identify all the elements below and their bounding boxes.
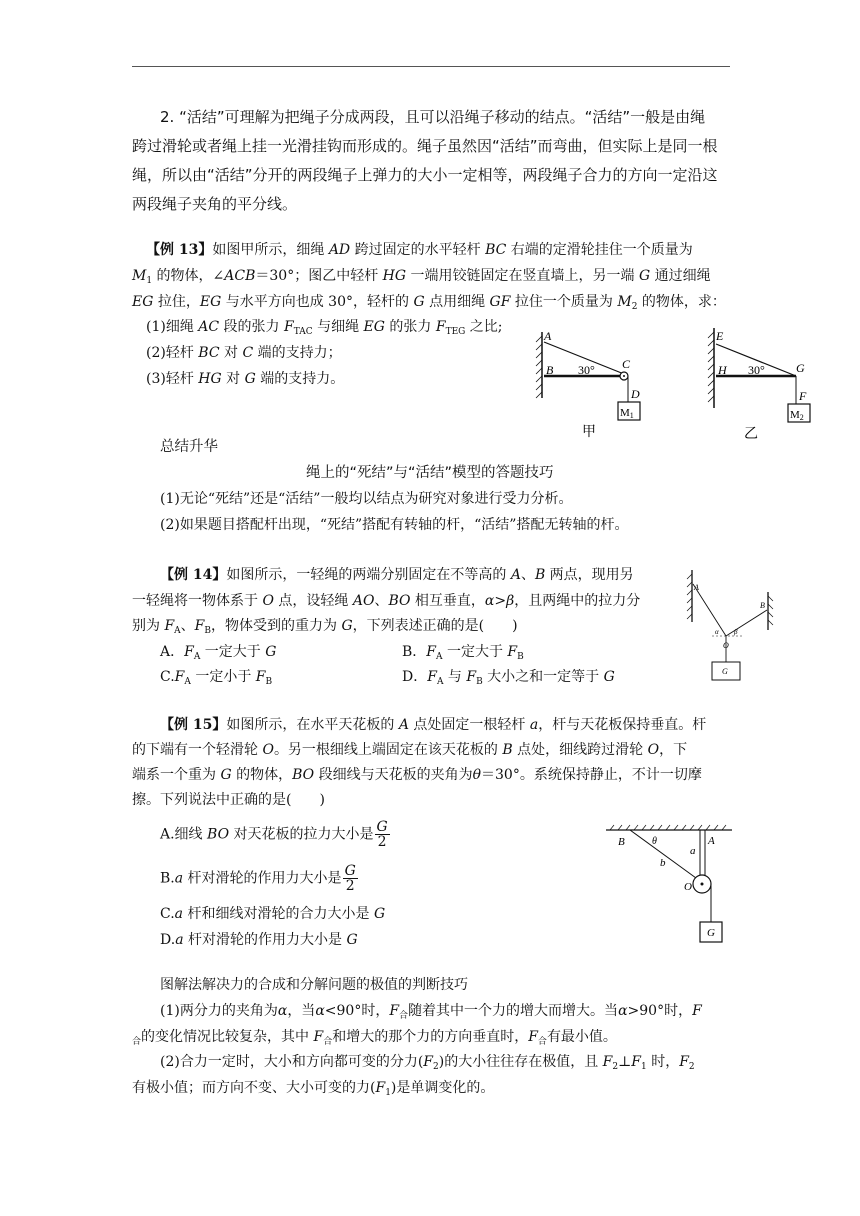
text: M xyxy=(617,294,632,310)
text: α xyxy=(277,1003,288,1019)
text: 拉住一个质量为 xyxy=(510,294,618,310)
section-2-line: 跨过滑轮或者绳上挂一光滑挂钩而形成的。绳子虽然因“活结”而弯曲，但实际上是同一根 xyxy=(132,137,718,155)
text: 的物体，求： xyxy=(637,294,726,310)
header-rule xyxy=(132,66,730,67)
text: 2 xyxy=(631,302,638,312)
text: G xyxy=(373,906,386,922)
label-G: G xyxy=(707,927,715,939)
text: B xyxy=(517,652,524,662)
mass-M: M xyxy=(790,409,800,421)
text: GF xyxy=(489,294,511,310)
text: M xyxy=(132,268,147,284)
figure-yi xyxy=(702,322,842,440)
section-2-line: 2. “活结”可理解为把绳子分成两段，且可以沿绳子移动的结点。“活结”一般是由绳 xyxy=(160,108,706,126)
text: BO xyxy=(388,593,411,609)
text: )的大小往往存在极值，且 xyxy=(438,1054,603,1070)
text: 大小之和一定等于 xyxy=(482,669,604,685)
text: ，下 xyxy=(659,742,688,758)
text: O xyxy=(262,593,274,609)
text: 1 xyxy=(641,1062,647,1072)
text: 与水平方向也成 30°，轻杆的 xyxy=(221,294,414,310)
text: G xyxy=(220,767,232,783)
label-A: A xyxy=(694,583,699,592)
graphical-method-item-1-line-1 xyxy=(160,1002,702,1020)
text: )是单调变化的。 xyxy=(390,1080,495,1096)
text: 时， xyxy=(646,1054,680,1070)
text: F xyxy=(528,1029,538,1045)
text: G xyxy=(638,268,651,284)
text: 的物体，∠ xyxy=(152,268,225,284)
label-F: F xyxy=(799,389,807,403)
example-14-tag: 【例 14】 xyxy=(160,567,227,583)
example-14-line-2 xyxy=(132,592,640,610)
text: B xyxy=(502,742,513,758)
text: ，当 xyxy=(287,1003,316,1019)
graphical-method-item-2-line-1 xyxy=(160,1053,695,1071)
label-a: a xyxy=(690,845,696,857)
text: TEG xyxy=(445,327,466,337)
text: B xyxy=(534,567,546,583)
text: ＝30°。系统保持静止，不计一切摩 xyxy=(481,767,702,783)
example-14-option-a xyxy=(160,643,276,661)
text: D. xyxy=(160,932,176,948)
example-13-line-1 xyxy=(146,241,693,259)
summary-heading: 总结升华 xyxy=(160,439,218,455)
text: α xyxy=(484,593,495,609)
text: EG xyxy=(199,294,222,310)
text: HG xyxy=(198,371,222,387)
label-O: O xyxy=(723,641,729,650)
fraction xyxy=(375,820,390,849)
label-G: G xyxy=(722,667,728,676)
text: AC xyxy=(198,319,220,335)
text: α xyxy=(618,1003,628,1019)
text: 一定大于 xyxy=(442,644,508,660)
text: G xyxy=(341,618,353,634)
text: A xyxy=(174,626,181,636)
summary-title: 绳上的“死结”与“活结”模型的答题技巧 xyxy=(306,465,554,481)
section-2-paragraph xyxy=(132,103,732,219)
text: F xyxy=(466,669,477,685)
text: G xyxy=(346,932,358,948)
text: (3)轻杆 xyxy=(146,371,199,387)
mass-sub: 2 xyxy=(799,413,804,422)
summary-item-1: (1)无论“死结”还是“活结”一般均以结点为研究对象进行受力分析。 xyxy=(160,491,573,507)
text: B. xyxy=(160,870,175,887)
summary-item-2: (2)如果题目搭配杆出现，“死结”搭配有转轴的杆，“活结”搭配无转轴的杆。 xyxy=(160,517,629,533)
angle-label: 30° xyxy=(748,363,765,377)
text: ＝30°；图乙中轻杆 xyxy=(255,268,383,284)
text: 点，设轻绳 xyxy=(273,593,353,609)
text: AD xyxy=(328,242,351,258)
label-D: D xyxy=(631,387,640,401)
text: G xyxy=(244,371,256,387)
text: O xyxy=(647,742,660,758)
text: 。另一根细线上端固定在该天花板的 xyxy=(273,742,503,758)
text: B xyxy=(204,626,212,636)
text: F xyxy=(427,669,437,685)
label-A: A xyxy=(708,835,715,847)
text: 、 xyxy=(520,567,535,583)
example-13-question-3 xyxy=(146,370,344,388)
text: A xyxy=(398,717,409,733)
text: ，且两绳中的拉力分 xyxy=(514,593,641,609)
example-13-question-1 xyxy=(146,318,503,336)
text: B xyxy=(265,677,273,687)
label-B: B xyxy=(760,601,765,610)
graphical-method-item-1-line-2 xyxy=(132,1028,617,1046)
text: 合 xyxy=(537,1037,547,1047)
text: 拉住， xyxy=(153,294,200,310)
text: a xyxy=(174,906,184,922)
text: 对天花板的拉力大小是 xyxy=(229,826,374,843)
example-13-line-3 xyxy=(132,293,726,311)
numerator: G xyxy=(344,863,356,879)
text: 相互垂直， xyxy=(410,593,485,609)
text: 之比; xyxy=(465,319,503,335)
text: ，杆与天花板保持垂直。杆 xyxy=(538,717,707,733)
text: C xyxy=(242,345,254,361)
denominator: 2 xyxy=(377,834,387,850)
text: 有最小值。 xyxy=(546,1029,617,1045)
text: 别为 xyxy=(132,618,165,634)
text: 两点，现用另 xyxy=(545,567,634,583)
text: AO xyxy=(352,593,375,609)
text: 如图甲所示，细绳 xyxy=(212,242,329,258)
text: G xyxy=(413,294,425,310)
text: (1)细绳 xyxy=(146,319,199,335)
text: 的张力 xyxy=(384,319,436,335)
text: 端的支持力； xyxy=(253,345,342,361)
text: 有极小值；而方向不变、大小可变的力( xyxy=(132,1080,376,1096)
caption: 乙 xyxy=(744,427,758,440)
text: 一定大于 xyxy=(200,644,266,660)
text: F xyxy=(679,1054,689,1070)
text: F xyxy=(174,669,185,685)
example-15-option-b xyxy=(160,864,358,893)
text: A xyxy=(436,652,443,662)
text: F xyxy=(194,618,205,634)
text: 2 xyxy=(612,1062,619,1072)
text: D． xyxy=(402,669,428,685)
label-A: A xyxy=(544,329,552,343)
label-E: E xyxy=(716,329,724,343)
example-14-option-b xyxy=(402,643,524,661)
text: F xyxy=(423,1054,434,1070)
example-13-line-2 xyxy=(132,267,711,285)
text: (1)两分力的夹角为 xyxy=(160,1003,278,1019)
example-15-option-a xyxy=(160,820,390,849)
example-14-option-c xyxy=(160,668,272,686)
text: BC xyxy=(485,242,507,258)
text: TAC xyxy=(293,327,313,337)
example-15-line-3 xyxy=(132,766,702,784)
text: 点用细绳 xyxy=(424,294,490,310)
text: 和增大的那个力的方向垂直时， xyxy=(332,1029,529,1045)
text: F xyxy=(602,1054,613,1070)
text: F xyxy=(255,669,266,685)
label-theta: θ xyxy=(652,836,657,847)
text: 杆对滑轮的作用力大小是 xyxy=(183,932,347,948)
text: C. xyxy=(160,906,175,922)
text: 一端用铰链固定在竖直墙上，另一端 xyxy=(406,268,639,284)
example-13-tag: 【例 13】 xyxy=(146,242,213,258)
text: C. xyxy=(160,669,175,685)
text: ACB xyxy=(224,268,256,284)
text: 的下端有一个轻滑轮 xyxy=(132,742,263,758)
text: A xyxy=(184,677,191,687)
text: F xyxy=(184,644,194,660)
text: BO xyxy=(207,826,230,843)
text: G xyxy=(265,644,277,660)
text: A． xyxy=(160,644,185,660)
text: a xyxy=(174,870,184,887)
text: 2 xyxy=(433,1062,439,1072)
example-14-option-d xyxy=(402,668,615,686)
text: 杆和细线对滑轮的合力大小是 xyxy=(183,906,374,922)
text: A.细线 xyxy=(160,826,208,843)
text: G xyxy=(603,669,615,685)
text: 右端的定滑轮挂住一个质量为 xyxy=(506,242,693,258)
label-C: C xyxy=(622,357,631,371)
text: 端的支持力。 xyxy=(255,371,345,387)
text: 一定小于 xyxy=(190,669,256,685)
graphical-method-heading: 图解法解决力的合成和分解问题的极值的判断技巧 xyxy=(160,977,468,993)
text: 随着其中一个力的增大而增大。当 xyxy=(408,1003,619,1019)
text: 对 xyxy=(219,345,243,361)
text: (2)轻杆 xyxy=(146,345,199,361)
text: 、 xyxy=(180,618,195,634)
text: 、 xyxy=(374,593,389,609)
text: F xyxy=(692,1003,702,1019)
text: O xyxy=(262,742,274,758)
text: 如图所示，在水平天花板的 xyxy=(226,717,399,733)
label-O: O xyxy=(684,881,692,893)
text: A xyxy=(436,677,444,687)
text: F xyxy=(631,1054,642,1070)
text: 2 xyxy=(688,1062,695,1072)
text: F xyxy=(435,319,446,335)
text: 与 xyxy=(443,669,467,685)
text: 与细绳 xyxy=(312,319,364,335)
text: 1 xyxy=(146,276,153,286)
text: > xyxy=(494,593,507,609)
example-13-question-2 xyxy=(146,344,342,362)
text: F xyxy=(426,644,437,660)
text: F xyxy=(507,644,518,660)
example-14-line-3 xyxy=(132,617,518,635)
text: 杆对滑轮的作用力大小是 xyxy=(183,870,342,887)
example-14-line-1 xyxy=(160,566,634,584)
text: θ xyxy=(472,767,482,783)
text: <90°时， xyxy=(324,1003,390,1019)
text: 的物体， xyxy=(231,767,293,783)
text: A xyxy=(510,567,521,583)
text: EG xyxy=(363,319,385,335)
text: 端系一个重为 xyxy=(132,767,221,783)
text: ⊥ xyxy=(618,1054,632,1070)
text: a xyxy=(529,717,539,733)
text: 点处，细线跨过滑轮 xyxy=(512,742,648,758)
example-15-tag: 【例 15】 xyxy=(160,717,227,733)
text: B xyxy=(476,677,483,687)
label-B: B xyxy=(618,836,625,848)
text: 1 xyxy=(385,1088,391,1098)
example-15-line-2 xyxy=(132,741,687,759)
example-15-line-1 xyxy=(160,716,706,734)
text: F xyxy=(375,1080,386,1096)
caption: 甲 xyxy=(582,425,596,440)
text: BC xyxy=(198,345,220,361)
text: B． xyxy=(402,644,427,660)
angle-label: 30° xyxy=(578,363,595,377)
text: F xyxy=(164,618,175,634)
text: 合 xyxy=(132,1037,142,1047)
text: 合 xyxy=(323,1037,333,1047)
label-b: b xyxy=(660,857,666,869)
text: BO xyxy=(292,767,315,783)
text: 通过细绳 xyxy=(650,268,711,284)
example-15-option-d xyxy=(160,931,358,949)
label-B: B xyxy=(546,363,554,377)
text: a xyxy=(175,932,184,948)
text: HG xyxy=(382,268,407,284)
text: β xyxy=(506,593,515,609)
figure-14 xyxy=(682,566,778,686)
denominator: 2 xyxy=(345,878,355,894)
mass-sub: 1 xyxy=(629,411,634,420)
text: EG xyxy=(132,294,154,310)
example-15-option-c xyxy=(160,905,385,923)
text: F xyxy=(284,319,294,335)
numerator: G xyxy=(376,819,388,835)
text: 如图所示，一轻绳的两端分别固定在不等高的 xyxy=(226,567,511,583)
text: 段细线与天花板的夹角为 xyxy=(314,767,473,783)
label-G: G xyxy=(796,361,805,375)
text: F xyxy=(313,1029,324,1045)
text: 对 xyxy=(221,371,245,387)
section-2-line: 绳，所以由“活结”分开的两段绳子上弹力的大小一定相等，两段绳子合力的方向一定沿这 xyxy=(132,166,718,184)
text: 段的张力 xyxy=(219,319,285,335)
text: 点处固定一根轻杆 xyxy=(408,717,530,733)
label-alpha: α xyxy=(715,628,719,636)
label-beta: β xyxy=(734,628,738,636)
text: 合 xyxy=(399,1011,409,1021)
figure-15 xyxy=(604,822,736,948)
text: >90°时， xyxy=(627,1003,693,1019)
text: 一轻绳将一物体系于 xyxy=(132,593,263,609)
fraction xyxy=(343,864,358,893)
section-2-line: 两段绳子夹角的平分线。 xyxy=(132,195,298,213)
graphical-method-item-2-line-2 xyxy=(132,1079,494,1097)
text: ，物体受到的重力为 xyxy=(211,618,342,634)
text: α xyxy=(315,1003,325,1019)
text: ，下列表述正确的是( ) xyxy=(352,618,518,634)
mass-M: M xyxy=(620,407,630,419)
text: 的变化情况比较复杂，其中 xyxy=(141,1029,314,1045)
text: (2)合力一定时，大小和方向都可变的分力( xyxy=(160,1054,424,1070)
example-15-line-4: 擦。下列说法中正确的是( ) xyxy=(132,792,325,808)
figure-jia xyxy=(530,328,650,440)
text: A xyxy=(193,652,201,662)
text: 跨过固定的水平轻杆 xyxy=(350,242,486,258)
text: F xyxy=(389,1003,400,1019)
label-H: H xyxy=(718,363,727,377)
